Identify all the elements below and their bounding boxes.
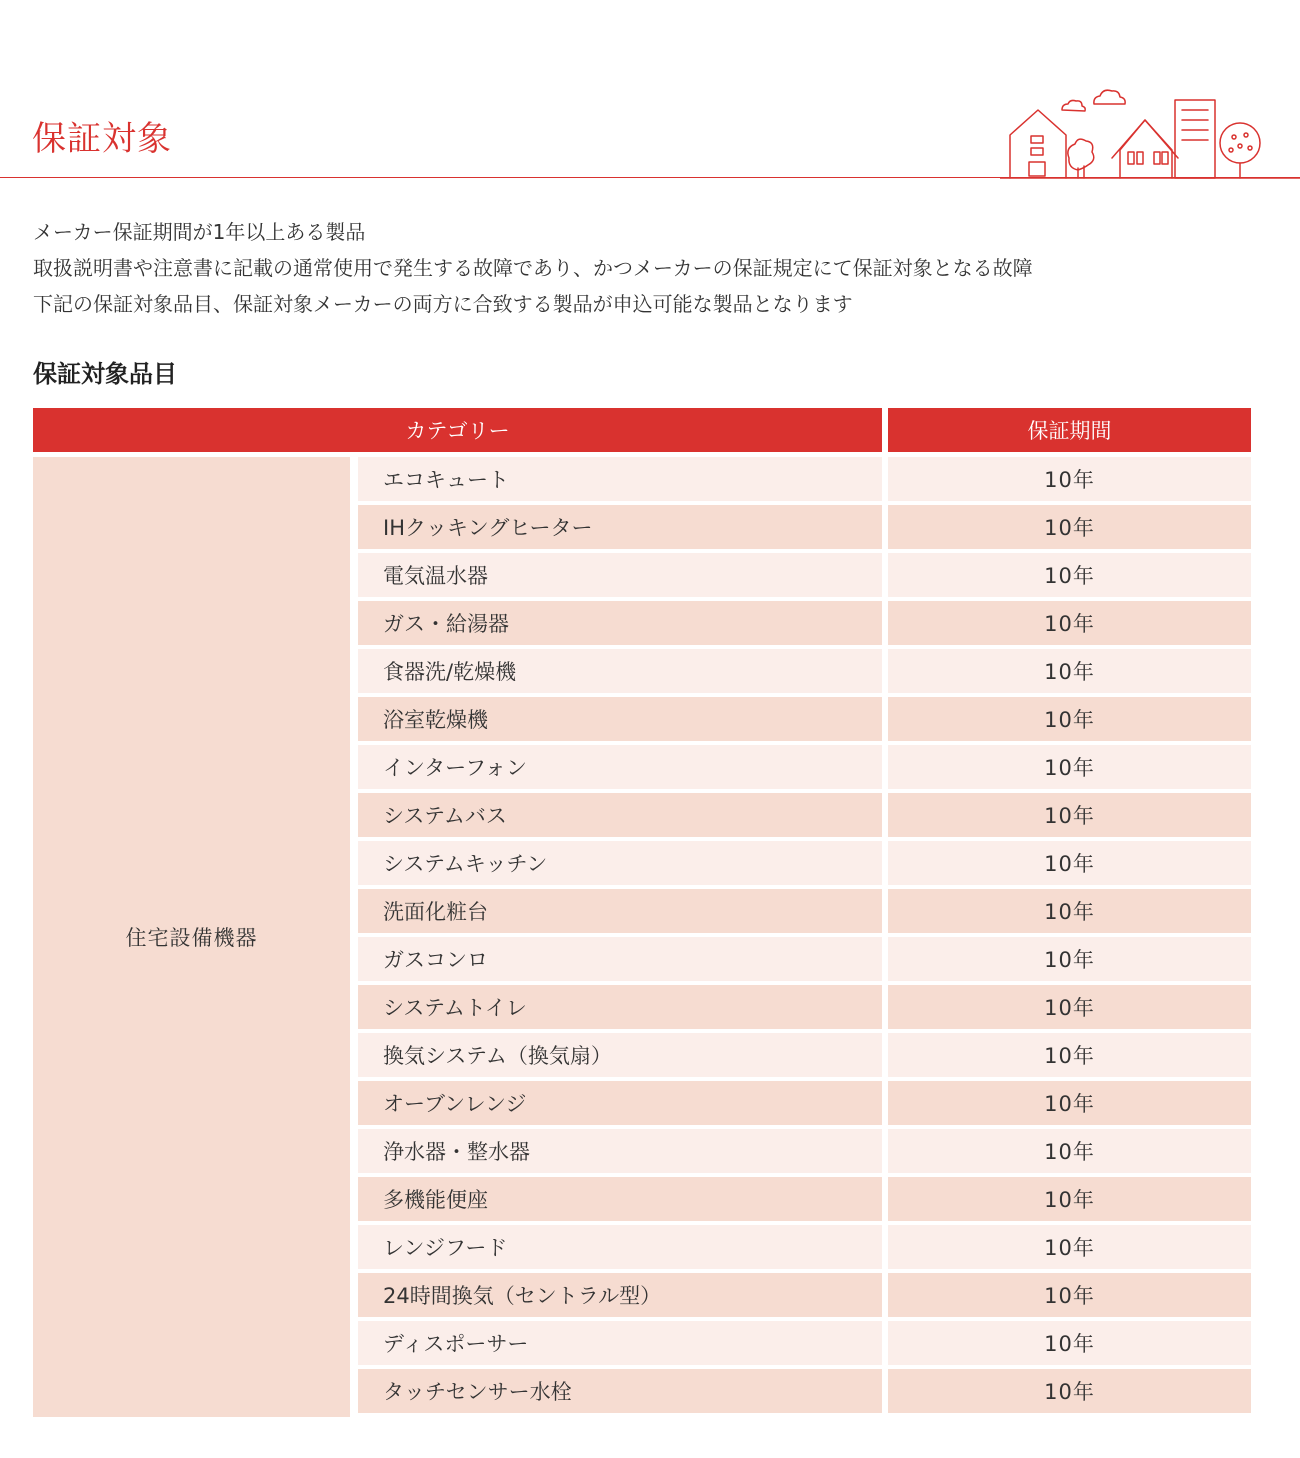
table-row	[358, 697, 1251, 741]
category-group-cell: 住宅設備機器	[33, 457, 350, 1417]
period-cell: 10年	[888, 937, 1251, 981]
item-cell: 浄水器・整水器	[358, 1129, 882, 1173]
table-row	[358, 553, 1251, 597]
item-cell: エコキュート	[358, 457, 882, 501]
coverage-table	[33, 408, 1251, 1417]
item-cell: オーブンレンジ	[358, 1081, 882, 1125]
item-cell: 浴室乾燥機	[358, 697, 882, 741]
intro-line: メーカー保証期間が1年以上ある製品	[33, 220, 366, 244]
period-cell: 10年	[888, 1225, 1251, 1269]
item-cell: 食器洗/乾燥機	[358, 649, 882, 693]
item-cell: インターフォン	[358, 745, 882, 789]
table-row	[358, 505, 1251, 549]
table-row	[358, 1177, 1251, 1221]
table-row	[358, 841, 1251, 885]
table-row	[358, 793, 1251, 837]
period-cell: 10年	[888, 697, 1251, 741]
intro-line: 取扱説明書や注意書に記載の通常使用で発生する故障であり、かつメーカーの保証規定にて保証対象となる故障	[33, 256, 1033, 280]
item-cell: IHクッキングヒーター	[358, 505, 882, 549]
item-cell: ガス・給湯器	[358, 601, 882, 645]
period-cell: 10年	[888, 1177, 1251, 1221]
item-cell: ディスポーサー	[358, 1321, 882, 1365]
item-cell: システムキッチン	[358, 841, 882, 885]
period-cell: 10年	[888, 985, 1251, 1029]
period-cell: 10年	[888, 1321, 1251, 1365]
table-row	[358, 649, 1251, 693]
table-row	[358, 601, 1251, 645]
period-cell: 10年	[888, 601, 1251, 645]
table-row	[358, 889, 1251, 933]
item-cell: ガスコンロ	[358, 937, 882, 981]
item-cell: 洗面化粧台	[358, 889, 882, 933]
column-header-category: カテゴリー	[33, 408, 882, 452]
table-row	[358, 1033, 1251, 1077]
intro-text	[33, 214, 1273, 322]
table-row	[358, 985, 1251, 1029]
period-cell: 10年	[888, 1129, 1251, 1173]
period-cell: 10年	[888, 553, 1251, 597]
town-houses-illustration	[1000, 80, 1300, 180]
period-cell: 10年	[888, 1033, 1251, 1077]
period-cell: 10年	[888, 1273, 1251, 1317]
period-cell: 10年	[888, 505, 1251, 549]
table-row	[358, 1321, 1251, 1365]
period-cell: 10年	[888, 457, 1251, 501]
item-cell: 電気温水器	[358, 553, 882, 597]
table-header	[33, 408, 1251, 452]
table-row	[358, 1225, 1251, 1269]
table-row	[358, 745, 1251, 789]
column-header-period: 保証期間	[888, 408, 1251, 452]
item-cell: レンジフード	[358, 1225, 882, 1269]
item-cell: システムトイレ	[358, 985, 882, 1029]
table-row	[358, 1369, 1251, 1413]
page-title: 保証対象	[32, 119, 172, 159]
table-row	[358, 1129, 1251, 1173]
period-cell: 10年	[888, 1369, 1251, 1413]
header-divider	[0, 177, 1300, 178]
table-rows	[358, 457, 1251, 1417]
page-header	[0, 0, 1300, 180]
item-cell: タッチセンサー水栓	[358, 1369, 882, 1413]
period-cell: 10年	[888, 1081, 1251, 1125]
item-cell: 多機能便座	[358, 1177, 882, 1221]
item-cell: 24時間換気（セントラル型）	[358, 1273, 882, 1317]
period-cell: 10年	[888, 649, 1251, 693]
table-row	[358, 457, 1251, 501]
item-cell: 換気システム（換気扇）	[358, 1033, 882, 1077]
table-body	[33, 457, 1251, 1417]
period-cell: 10年	[888, 745, 1251, 789]
table-row	[358, 1081, 1251, 1125]
table-row	[358, 1273, 1251, 1317]
item-cell: システムバス	[358, 793, 882, 837]
table-row	[358, 937, 1251, 981]
intro-line: 下記の保証対象品目、保証対象メーカーの両方に合致する製品が申込可能な製品となります	[33, 292, 853, 316]
period-cell: 10年	[888, 841, 1251, 885]
period-cell: 10年	[888, 793, 1251, 837]
section-heading: 保証対象品目	[33, 360, 177, 388]
period-cell: 10年	[888, 889, 1251, 933]
